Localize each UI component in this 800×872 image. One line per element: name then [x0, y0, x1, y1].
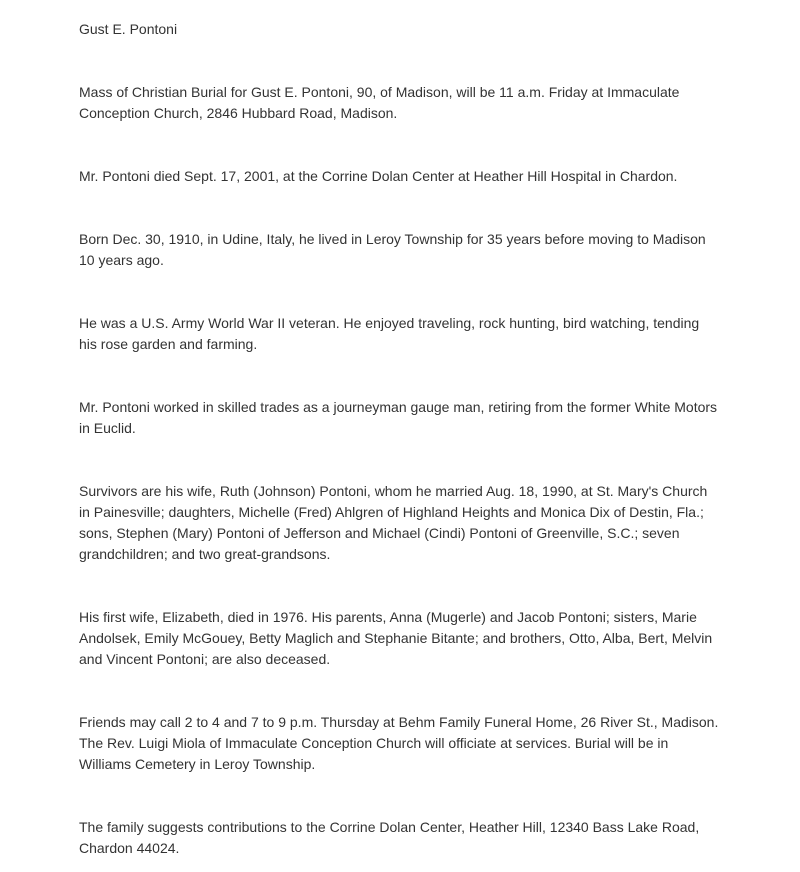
obituary-paragraph-burial-mass: Mass of Christian Burial for Gust E. Pontoni, 90, of Madison, will be 11 a.m. Friday at Immaculate Conception Church, 2846 Hubbard Road, Madison. — [79, 84, 680, 121]
obituary-title: Gust E. Pontoni — [79, 21, 178, 37]
obituary-paragraph-death: Mr. Pontoni died Sept. 17, 2001, at the Corrine Dolan Center at Heather Hill Hospital in Chardon. — [79, 168, 678, 184]
obituary-paragraph-survivors: Survivors are his wife, Ruth (Johnson) Pontoni, whom he married Aug. 18, 1990, at St. Mary's Church in Painesville; daughters, Michelle (Fred) Ahlgren of Highland Heights and Monica Dix of Destin, Fla.; sons, Stephen (Mary) Pontoni of Jefferson and Michael (Cindi) Pontoni of Greenville, S.C.; seven grandchildren; and two great-grandsons. — [79, 483, 708, 562]
obituary-paragraph-birth: Born Dec. 30, 1910, in Udine, Italy, he lived in Leroy Township for 35 years before moving to Madison 10 years ago. — [79, 231, 706, 268]
obituary-paragraph-services: Friends may call 2 to 4 and 7 to 9 p.m. Thursday at Behm Family Funeral Home, 26 River St., Madison. The Rev. Luigi Miola of Immaculate Conception Church will officiate at services. Burial will be in Williams Cemetery in Leroy Township. — [79, 714, 719, 772]
obituary-paragraph-career: Mr. Pontoni worked in skilled trades as a journeyman gauge man, retiring from the former White Motors in Euclid. — [79, 399, 718, 436]
obituary-article — [79, 19, 719, 859]
obituary-paragraph-veteran-hobbies: He was a U.S. Army World War II veteran. He enjoyed traveling, rock hunting, bird watching, tending his rose garden and farming. — [79, 315, 700, 352]
obituary-paragraph-deceased-relatives: His first wife, Elizabeth, died in 1976. His parents, Anna (Mugerle) and Jacob Pontoni; sisters, Marie Andolsek, Emily McGouey, Betty Maglich and Stephanie Bitante; and brothers, Otto, Alba, Bert, Melvin and Vincent Pontoni; are also deceased. — [79, 609, 713, 667]
obituary-paragraph-contributions: The family suggests contributions to the Corrine Dolan Center, Heather Hill, 12340 Bass Lake Road, Chardon 44024. — [79, 819, 700, 856]
